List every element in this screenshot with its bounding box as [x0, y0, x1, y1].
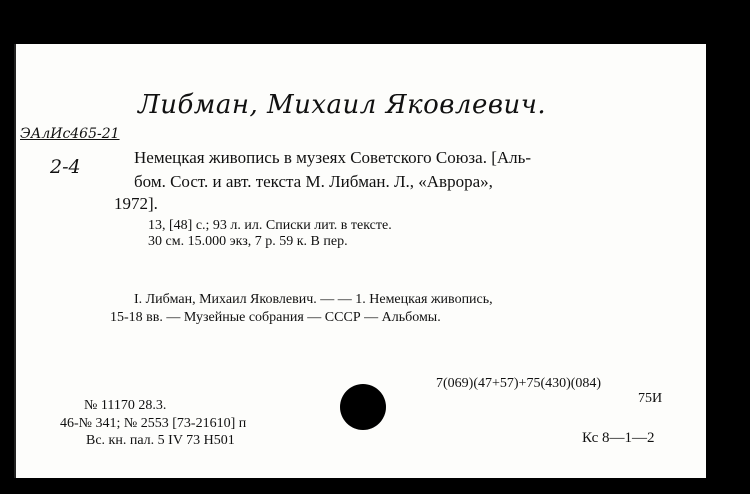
record-line-2: 46-№ 341; № 2553 [73-21610] п [60, 416, 247, 431]
title-line-3: 1972]. [114, 194, 158, 213]
physical-description-1: 13, [48] с.; 93 л. ил. Списки лит. в тексте. [148, 218, 392, 233]
tracing-line-2: 15-18 вв. — Музейные собрания — СССР — Альбомы. [110, 310, 441, 325]
shelfmark: ЭАлИс465-21 [20, 126, 120, 142]
tracing-line-1: I. Либман, Михаил Яковлевич. — — 1. Немецкая живопись, [134, 292, 493, 307]
title-line-1: Немецкая живопись в музеях Советского Союза. [Аль- [134, 148, 532, 167]
title-line-2: бом. Сост. и авт. текста М. Либман. Л., «Аврора», [134, 172, 493, 191]
kc-code: Кс 8—1—2 [582, 430, 655, 446]
author-heading: Либман, Михаил Яковлевич. [138, 90, 547, 120]
shelfmark-sub: 2-4 [50, 156, 81, 178]
physical-description-2: 30 см. 15.000 экз, 7 р. 59 к. В пер. [148, 234, 348, 249]
catalog-card [14, 44, 706, 478]
record-line-1: № 11170 28.3. [84, 398, 167, 413]
author-mark: 75И [638, 391, 663, 406]
record-line-3: Вс. кн. пал. 5 IV 73 Н501 [86, 433, 235, 448]
classification-number: 7(069)(47+57)+75(430)(084) [436, 376, 602, 391]
punch-hole [340, 384, 386, 430]
